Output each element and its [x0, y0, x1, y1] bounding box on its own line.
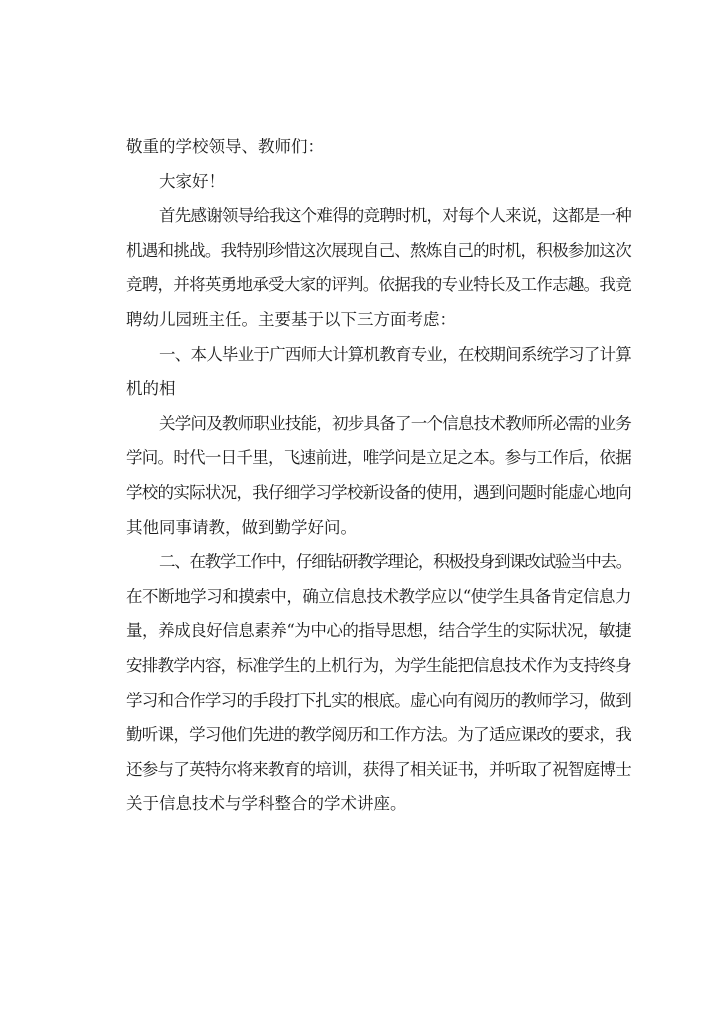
paragraph-line: 关于信息技术与学科整合的学术讲座。 — [126, 794, 407, 814]
document-body — [126, 130, 631, 822]
paragraph-line: 学习和合作学习的手段打下扎实的根底。虚心向有阅历的教师学习，做到 — [126, 690, 631, 710]
paragraph-line: 聘幼儿园班主任。主要基于以下三方面考虑： — [126, 309, 456, 329]
paragraph-line: 学校的实际状况，我仔细学习学校新设备的使用，遇到问题时能虚心地向 — [126, 482, 631, 502]
paragraph-line: 量，养成良好信息素养“为中心的指导思想，结合学生的实际状况，敏捷 — [126, 621, 631, 641]
paragraph-line: 竞聘，并将英勇地承受大家的评判。依据我的专业特长及工作志趣。我竞 — [126, 275, 631, 295]
paragraph-line: 二、在教学工作中，仔细钻研教学理论，积极投身到课改试验当中去。 — [159, 552, 632, 572]
greeting: 大家好！ — [159, 171, 225, 191]
salutation: 敬重的学校领导、教师们： — [126, 137, 324, 156]
paragraph-line: 勤听课，学习他们先进的教学阅历和工作方法。为了适应课改的要求，我 — [126, 725, 631, 745]
paragraph-line: 机遇和挑战。我特别珍惜这次展现自己、熬炼自己的时机，积极参加这次 — [126, 240, 631, 260]
paragraph-line: 还参与了英特尔将来教育的培训，获得了相关证书，并听取了祝智庭博士 — [126, 759, 631, 779]
paragraph-line: 一、本人毕业于广西师大计算机教育专业，在校期间系统学习了计算 — [159, 344, 631, 364]
paragraph-line: 学问。时代一日千里，飞速前进，唯学问是立足之本。参与工作后，依据 — [126, 448, 631, 468]
paragraph-line: 关学问及教师职业技能，初步具备了一个信息技术教师所必需的业务 — [159, 413, 631, 433]
paragraph-line: 其他同事请教，做到勤学好问。 — [126, 517, 357, 537]
paragraph-line: 首先感谢领导给我这个难得的竞聘时机，对每个人来说，这都是一种 — [159, 206, 631, 226]
paragraph-line: 机的相 — [126, 379, 176, 399]
paragraph-line: 在不断地学习和摸索中，确立信息技术教学应以“使学生具备肯定信息力 — [126, 586, 631, 606]
paragraph-line: 安排教学内容，标准学生的上机行为，为学生能把信息技术作为支持终身 — [126, 655, 631, 675]
